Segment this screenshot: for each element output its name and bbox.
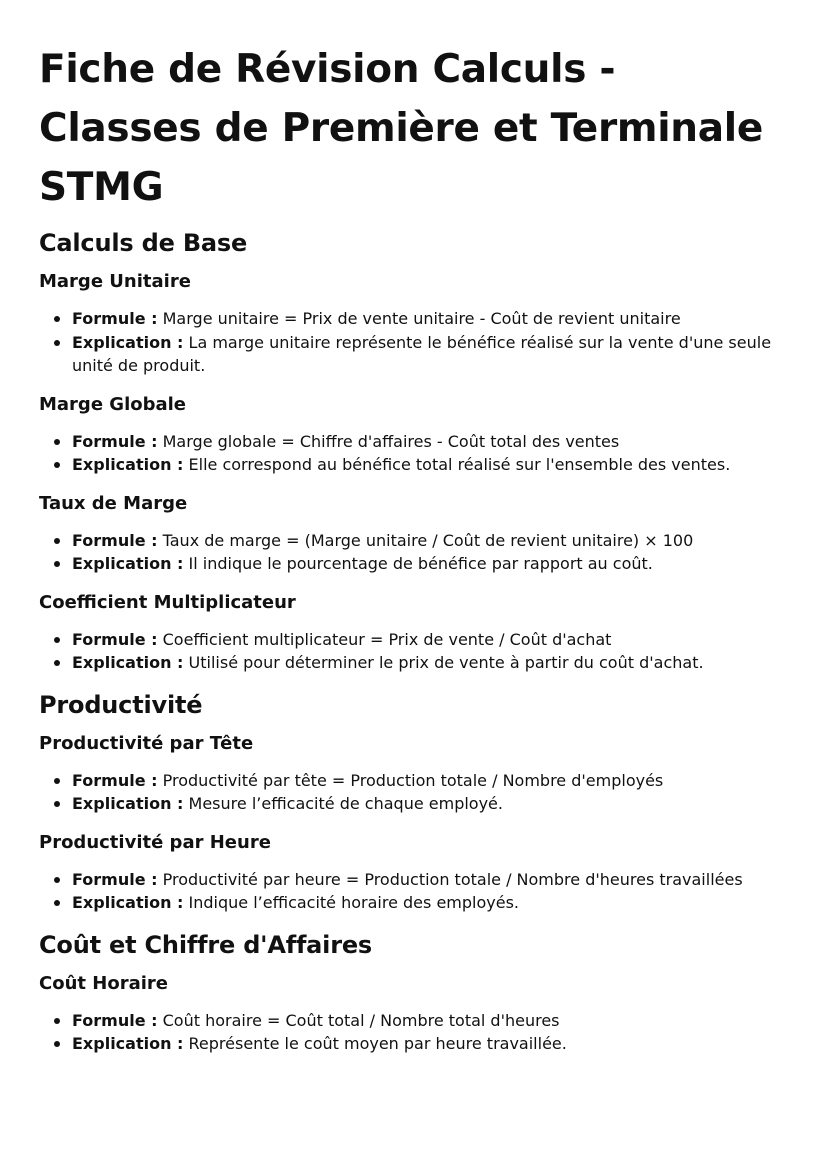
- explication-text: Indique l’efficacité horaire des employés.: [188, 893, 519, 912]
- list-item-formule: [72, 868, 788, 892]
- formule-text: Marge globale = Chiffre d'affaires - Coût total des ventes: [162, 431, 620, 451]
- bullet-list: [39, 529, 788, 576]
- explication-label: Explication :: [72, 554, 184, 573]
- bullet-list: [39, 769, 788, 816]
- formule-label: Formule :: [72, 770, 158, 790]
- list-item-formule: [72, 430, 788, 454]
- explication-label: Explication :: [72, 332, 184, 352]
- formule-label: Formule :: [72, 1010, 158, 1030]
- list-item-explication: [72, 891, 788, 915]
- explication-label: Explication :: [72, 893, 184, 912]
- bullet-list: [39, 628, 788, 675]
- explication-text: Représente le coût moyen par heure travaillée.: [188, 1034, 567, 1053]
- subsection-heading: Marge Unitaire: [39, 271, 191, 292]
- explication-label: Explication :: [72, 653, 184, 672]
- subsection-heading: Coût Horaire: [39, 972, 168, 994]
- section-cout-et-chiffre-d-affaires: [39, 929, 788, 1056]
- subsection-heading: Taux de Marge: [39, 492, 188, 514]
- list-item-explication: [72, 552, 788, 576]
- list-item-explication: [72, 1032, 788, 1056]
- formule-label: Formule :: [72, 431, 158, 451]
- list-item-explication: [72, 453, 788, 477]
- list-item-formule: [72, 1009, 788, 1033]
- explication-label: Explication :: [72, 455, 184, 474]
- bullet-list: [39, 868, 788, 915]
- formule-text: Productivité par tête = Production totale / Nombre d'employés: [162, 770, 664, 790]
- bullet-list: [39, 430, 788, 477]
- formule-label: Formule :: [72, 629, 158, 649]
- explication-text: Elle correspond au bénéfice total réalisé sur l'ensemble des ventes.: [188, 455, 731, 474]
- list-item-formule: [72, 628, 788, 652]
- section-heading: Calculs de Base: [39, 229, 248, 257]
- formule-label: Formule :: [72, 309, 158, 328]
- formule-label: Formule :: [72, 530, 158, 550]
- explication-text: Il indique le pourcentage de bénéfice par rapport au coût.: [188, 554, 653, 573]
- subsection-heading: Marge Globale: [39, 393, 187, 415]
- formule-text: Productivité par heure = Production totale / Nombre d'heures travaillées: [162, 869, 743, 889]
- page-title: Fiche de Révision Calculs - Classes de Première et Terminale STMG: [39, 47, 763, 210]
- explication-label: Explication :: [72, 794, 184, 813]
- subsection-heading: Productivité par Tête: [39, 732, 254, 754]
- formule-text: Taux de marge = (Marge unitaire / Coût de revient unitaire) × 100: [162, 530, 694, 550]
- section-heading: Productivité: [39, 690, 203, 719]
- list-item-explication: [72, 651, 788, 675]
- list-item-formule: [72, 769, 788, 793]
- section-calculs-de-base: [39, 227, 788, 675]
- list-item-formule: [72, 529, 788, 553]
- explication-text: Utilisé pour déterminer le prix de vente à partir du coût d'achat.: [188, 653, 704, 672]
- formule-text: Marge unitaire = Prix de vente unitaire - Coût de revient unitaire: [162, 309, 681, 328]
- subsection-heading: Coefficient Multiplicateur: [39, 591, 296, 613]
- explication-text: La marge unitaire représente le bénéfice réalisé sur la vente d'une seule unité de produit.: [72, 332, 772, 375]
- list-item-explication: [72, 331, 788, 378]
- bullet-list: [39, 307, 788, 378]
- bullet-list: [39, 1009, 788, 1056]
- list-item-explication: [72, 792, 788, 816]
- formule-label: Formule :: [72, 869, 158, 889]
- subsection-heading: Productivité par Heure: [39, 831, 271, 853]
- section-heading: Coût et Chiffre d'Affaires: [39, 930, 373, 959]
- formule-text: Coût horaire = Coût total / Nombre total d'heures: [162, 1010, 560, 1030]
- formule-text: Coefficient multiplicateur = Prix de vente / Coût d'achat: [162, 629, 612, 649]
- section-productivite: [39, 689, 788, 915]
- list-item-formule: [72, 307, 788, 331]
- explication-text: Mesure l’efficacité de chaque employé.: [188, 794, 503, 813]
- explication-label: Explication :: [72, 1034, 184, 1053]
